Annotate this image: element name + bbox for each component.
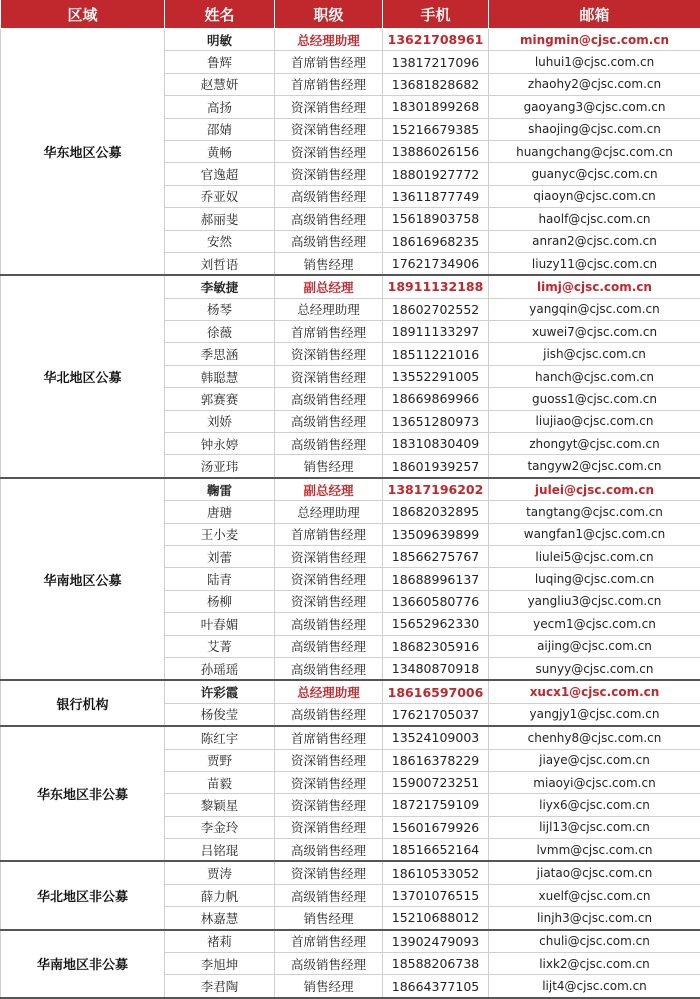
name-cell: 刘蕾 (165, 545, 275, 567)
email-cell: zhongyt@cjsc.com.cn (489, 433, 700, 455)
title-cell: 资深销售经理 (275, 343, 383, 365)
phone-cell: 13902479093 (383, 930, 489, 953)
phone-cell: 13480870918 (383, 657, 489, 680)
name-cell: 钟永婷 (165, 433, 275, 455)
email-cell: yecm1@cjsc.com.cn (489, 613, 700, 635)
title-cell: 资深销售经理 (275, 771, 383, 793)
title-cell: 资深销售经理 (275, 163, 383, 185)
title-cell: 首席销售经理 (275, 321, 383, 343)
email-cell: zhaohy2@cjsc.com.cn (489, 73, 700, 95)
phone-cell: 13611877749 (383, 185, 489, 207)
title-cell: 资深销售经理 (275, 96, 383, 118)
phone-cell: 13524109003 (383, 726, 489, 749)
phone-cell: 18601939257 (383, 455, 489, 478)
name-cell: 杨俊莹 (165, 703, 275, 726)
name-cell: 刘哲语 (165, 252, 275, 275)
title-cell: 高级销售经理 (275, 433, 383, 455)
phone-cell: 13886026156 (383, 140, 489, 162)
name-cell: 赵慧妍 (165, 73, 275, 95)
title-cell: 总经理助理 (275, 501, 383, 523)
phone-cell: 18610533052 (383, 861, 489, 884)
email-cell: haolf@cjsc.com.cn (489, 208, 700, 230)
table-row (1, 861, 700, 884)
name-cell: 徐薇 (165, 321, 275, 343)
region-cell: 华东地区公募 (1, 29, 165, 276)
phone-cell: 18616378229 (383, 749, 489, 771)
email-cell: yangliu3@cjsc.com.cn (489, 590, 700, 612)
email-cell: yangqin@cjsc.com.cn (489, 298, 700, 320)
title-cell: 资深销售经理 (275, 568, 383, 590)
phone-cell: 18301899268 (383, 96, 489, 118)
phone-cell: 18911132188 (383, 275, 489, 298)
title-cell: 高级销售经理 (275, 635, 383, 657)
name-cell: 褚莉 (165, 930, 275, 953)
email-cell: miaoyi@cjsc.com.cn (489, 771, 700, 793)
title-cell: 高级销售经理 (275, 388, 383, 410)
email-cell: lvmm@cjsc.com.cn (489, 839, 700, 862)
email-cell: luqing@cjsc.com.cn (489, 568, 700, 590)
title-cell: 首席销售经理 (275, 930, 383, 953)
region-cell: 华北地区公募 (1, 275, 165, 478)
phone-cell: 13621708961 (383, 29, 489, 51)
name-cell: 苗毅 (165, 771, 275, 793)
email-cell: xuwei7@cjsc.com.cn (489, 321, 700, 343)
name-cell: 郝丽斐 (165, 208, 275, 230)
name-cell: 韩聪慧 (165, 365, 275, 387)
name-cell: 黎颖星 (165, 794, 275, 816)
email-cell: yangjy1@cjsc.com.cn (489, 703, 700, 726)
name-cell: 唐瑭 (165, 501, 275, 523)
title-cell: 首席销售经理 (275, 51, 383, 73)
name-cell: 薛力帆 (165, 884, 275, 906)
name-cell: 季思涵 (165, 343, 275, 365)
email-cell: liyx6@cjsc.com.cn (489, 794, 700, 816)
region-cell: 银行机构 (1, 680, 165, 726)
phone-cell: 13701076515 (383, 884, 489, 906)
name-cell: 乔亚奴 (165, 185, 275, 207)
name-cell: 王小麦 (165, 523, 275, 545)
email-cell: aijing@cjsc.com.cn (489, 635, 700, 657)
email-cell: liuzy11@cjsc.com.cn (489, 252, 700, 275)
table-row (1, 930, 700, 953)
email-cell: jiaye@cjsc.com.cn (489, 749, 700, 771)
email-cell: limj@cjsc.com.cn (489, 275, 700, 298)
name-cell: 陈红宇 (165, 726, 275, 749)
name-cell: 官逸超 (165, 163, 275, 185)
phone-cell: 15618903758 (383, 208, 489, 230)
email-cell: huangchang@cjsc.com.cn (489, 140, 700, 162)
header-row (1, 0, 700, 29)
name-cell: 李敏捷 (165, 275, 275, 298)
email-cell: xucx1@cjsc.com.cn (489, 680, 700, 703)
header-email: 邮箱 (489, 0, 700, 29)
email-cell: anran2@cjsc.com.cn (489, 230, 700, 252)
title-cell: 高级销售经理 (275, 657, 383, 680)
name-cell: 汤亚玮 (165, 455, 275, 478)
name-cell: 李旭坤 (165, 953, 275, 975)
phone-cell: 13509639899 (383, 523, 489, 545)
phone-cell: 17621705037 (383, 703, 489, 726)
email-cell: mingmin@cjsc.com.cn (489, 29, 700, 51)
phone-cell: 13681828682 (383, 73, 489, 95)
title-cell: 销售经理 (275, 907, 383, 930)
phone-cell: 15652962330 (383, 613, 489, 635)
name-cell: 鲁辉 (165, 51, 275, 73)
phone-cell: 15210688012 (383, 907, 489, 930)
email-cell: tangyw2@cjsc.com.cn (489, 455, 700, 478)
title-cell: 高级销售经理 (275, 884, 383, 906)
email-cell: gaoyang3@cjsc.com.cn (489, 96, 700, 118)
title-cell: 副总经理 (275, 478, 383, 501)
email-cell: xuelf@cjsc.com.cn (489, 884, 700, 906)
title-cell: 总经理助理 (275, 680, 383, 703)
title-cell: 资深销售经理 (275, 861, 383, 884)
title-cell: 资深销售经理 (275, 816, 383, 838)
title-cell: 高级销售经理 (275, 230, 383, 252)
title-cell: 首席销售经理 (275, 523, 383, 545)
phone-cell: 15900723251 (383, 771, 489, 793)
title-cell: 资深销售经理 (275, 590, 383, 612)
phone-cell: 18511221016 (383, 343, 489, 365)
phone-cell: 13651280973 (383, 410, 489, 432)
email-cell: sunyy@cjsc.com.cn (489, 657, 700, 680)
header-region: 区域 (1, 0, 165, 29)
phone-cell: 18664377105 (383, 975, 489, 998)
title-cell: 首席销售经理 (275, 726, 383, 749)
region-cell: 华北地区非公募 (1, 861, 165, 929)
name-cell: 鞠雷 (165, 478, 275, 501)
name-cell: 刘娇 (165, 410, 275, 432)
email-cell: liulei5@cjsc.com.cn (489, 545, 700, 567)
title-cell: 资深销售经理 (275, 794, 383, 816)
email-cell: lijt4@cjsc.com.cn (489, 975, 700, 998)
name-cell: 孙瑶瑶 (165, 657, 275, 680)
title-cell: 高级销售经理 (275, 953, 383, 975)
name-cell: 艾菁 (165, 635, 275, 657)
title-cell: 高级销售经理 (275, 613, 383, 635)
phone-cell: 18310830409 (383, 433, 489, 455)
phone-cell: 18721759109 (383, 794, 489, 816)
title-cell: 高级销售经理 (275, 410, 383, 432)
phone-cell: 18801927772 (383, 163, 489, 185)
phone-cell: 15601679926 (383, 816, 489, 838)
header-title: 职级 (275, 0, 383, 29)
title-cell: 资深销售经理 (275, 140, 383, 162)
title-cell: 高级销售经理 (275, 208, 383, 230)
title-cell: 副总经理 (275, 275, 383, 298)
phone-cell: 18669869966 (383, 388, 489, 410)
phone-cell: 18911133297 (383, 321, 489, 343)
name-cell: 吕铭琨 (165, 839, 275, 862)
table-row (1, 29, 700, 51)
phone-cell: 18516652164 (383, 839, 489, 862)
name-cell: 杨琴 (165, 298, 275, 320)
title-cell: 资深销售经理 (275, 545, 383, 567)
title-cell: 销售经理 (275, 455, 383, 478)
phone-cell: 17621734906 (383, 252, 489, 275)
phone-cell: 18566275767 (383, 545, 489, 567)
header-phone: 手机 (383, 0, 489, 29)
email-cell: wangfan1@cjsc.com.cn (489, 523, 700, 545)
title-cell: 资深销售经理 (275, 118, 383, 140)
name-cell: 李金玲 (165, 816, 275, 838)
email-cell: jish@cjsc.com.cn (489, 343, 700, 365)
title-cell: 高级销售经理 (275, 703, 383, 726)
email-cell: guoss1@cjsc.com.cn (489, 388, 700, 410)
table-row (1, 478, 700, 501)
title-cell: 资深销售经理 (275, 749, 383, 771)
name-cell: 安然 (165, 230, 275, 252)
title-cell: 总经理助理 (275, 298, 383, 320)
phone-cell: 13552291005 (383, 365, 489, 387)
title-cell: 销售经理 (275, 975, 383, 998)
title-cell: 资深销售经理 (275, 365, 383, 387)
email-cell: tangtang@cjsc.com.cn (489, 501, 700, 523)
name-cell: 邵婧 (165, 118, 275, 140)
email-cell: liujiao@cjsc.com.cn (489, 410, 700, 432)
phone-cell: 18616968235 (383, 230, 489, 252)
name-cell: 许彩霞 (165, 680, 275, 703)
email-cell: hanch@cjsc.com.cn (489, 365, 700, 387)
name-cell: 杨柳 (165, 590, 275, 612)
title-cell: 首席销售经理 (275, 73, 383, 95)
email-cell: shaojing@cjsc.com.cn (489, 118, 700, 140)
name-cell: 叶春媚 (165, 613, 275, 635)
name-cell: 李君陶 (165, 975, 275, 998)
title-cell: 高级销售经理 (275, 185, 383, 207)
phone-cell: 13817217096 (383, 51, 489, 73)
table-row (1, 726, 700, 749)
email-cell: linjh3@cjsc.com.cn (489, 907, 700, 930)
title-cell: 销售经理 (275, 252, 383, 275)
phone-cell: 18588206738 (383, 953, 489, 975)
region-cell: 华南地区公募 (1, 478, 165, 681)
name-cell: 明敏 (165, 29, 275, 51)
name-cell: 高扬 (165, 96, 275, 118)
phone-cell: 18602702552 (383, 298, 489, 320)
name-cell: 陆青 (165, 568, 275, 590)
name-cell: 郭赛赛 (165, 388, 275, 410)
email-cell: lixk2@cjsc.com.cn (489, 953, 700, 975)
email-cell: chenhy8@cjsc.com.cn (489, 726, 700, 749)
email-cell: chuli@cjsc.com.cn (489, 930, 700, 953)
name-cell: 贾涛 (165, 861, 275, 884)
email-cell: lijl13@cjsc.com.cn (489, 816, 700, 838)
email-cell: jiatao@cjsc.com.cn (489, 861, 700, 884)
phone-cell: 18616597006 (383, 680, 489, 703)
phone-cell: 13660580776 (383, 590, 489, 612)
phone-cell: 18682305916 (383, 635, 489, 657)
phone-cell: 15216679385 (383, 118, 489, 140)
region-cell: 华南地区非公募 (1, 930, 165, 998)
email-cell: guanyc@cjsc.com.cn (489, 163, 700, 185)
table-body (1, 29, 700, 998)
name-cell: 黄畅 (165, 140, 275, 162)
name-cell: 林嘉慧 (165, 907, 275, 930)
email-cell: luhui1@cjsc.com.cn (489, 51, 700, 73)
phone-cell: 13817196202 (383, 478, 489, 501)
phone-cell: 18682032895 (383, 501, 489, 523)
email-cell: qiaoyn@cjsc.com.cn (489, 185, 700, 207)
title-cell: 高级销售经理 (275, 839, 383, 862)
table-row (1, 275, 700, 298)
title-cell: 总经理助理 (275, 29, 383, 51)
email-cell: julei@cjsc.com.cn (489, 478, 700, 501)
header-name: 姓名 (165, 0, 275, 29)
phone-cell: 18688996137 (383, 568, 489, 590)
name-cell: 贾野 (165, 749, 275, 771)
table-row (1, 680, 700, 703)
region-cell: 华东地区非公募 (1, 726, 165, 861)
